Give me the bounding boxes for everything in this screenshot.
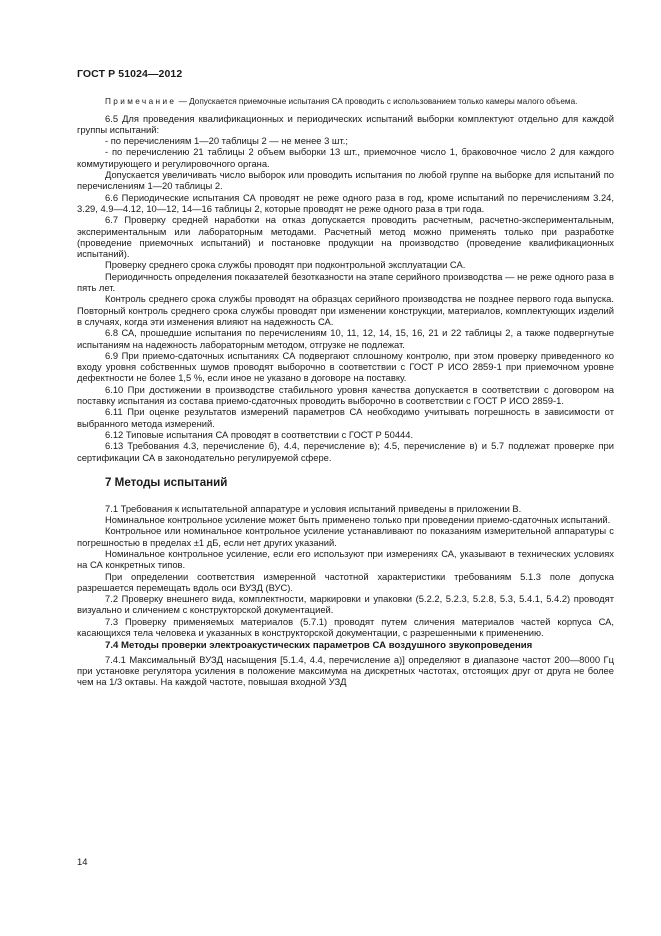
paragraph: 7.3 Проверку применяемых материалов (5.7.1) проводят путем сличения материалов частей корпуса СА, касающихся тела человека и указанных в конструкторской документации, с разрешенными к применению.: [77, 615, 614, 639]
paragraph: 6.10 При достижении в производстве стабильного уровня качества допускается в соответствии с договором на поставку испытания из состава приемо-сдаточных проводить выборочно в соответствии с ГОСТ Р ИСО 2859-1.: [77, 383, 614, 407]
paragraph: - по перечислению 21 таблицы 2 объем выборки 13 шт., приемочное число 1, браковочное число 2 для каждого коммутирующего и регулировочного органа.: [77, 146, 614, 169]
page-number: 14: [77, 856, 88, 867]
section-7-title: 7 Методы испытаний: [105, 475, 228, 489]
note-text: — Допускается приемочные испытания СА проводить с использованием только камеры малого объема.: [176, 97, 578, 106]
paragraph-group-6: [77, 113, 614, 463]
paragraph: Периодичность определения показателей безотказности на этапе серийного производства — не реже одного раза в пять лет.: [77, 270, 614, 294]
paragraph: При определении соответствия измеренной частотной характеристики требованиям 5.1.3 поле допуска разрешается перемещать вдоль оси ВУЗД (ВУС).: [77, 570, 614, 593]
note: [77, 97, 614, 108]
subsection-7-4-title: 7.4 Методы проверки электроакустических параметров СА воздушного звукопроведения: [105, 640, 533, 652]
paragraph: - по перечислениям 1—20 таблицы 2 — не менее 3 шт.;: [105, 135, 348, 147]
note-label: Примечание: [105, 97, 177, 106]
paragraph: 7.4.1 Максимальный ВУЗД насыщения [5.1.4, 4.4, перечисление а)] определяют в диапазоне частот 200—8000 Гц при установке регулятора усиления в положение максимума на дискретных частотах, отстоящих друг от друга не более чем на 1/3 октавы. На каждой частоте, повышая входной УЗД: [77, 653, 614, 688]
paragraph: 7.2 Проверку внешнего вида, комплектности, маркировки и упаковки (5.2.2, 5.2.3, 5.2.8, 5.3, 5.4.1, 5.4.2) проводят визуально и сличением с конструкторской документацией.: [77, 593, 614, 616]
paragraph: Номинальное контрольное усиление, если его используют при измерениях СА, указывают в технических условиях на СА конкретных типов.: [77, 547, 614, 571]
paragraph: 6.9 При приемо-сдаточных испытаниях СА подвергают сплошному контролю, при этом проверку приведенного ко входу уровня собственных шумов проводят выборочно в соответствии с ГОСТ Р ИСО 2859-1 при приемочном уровне дефектности не более 1,5 %, если иное не указано в договоре на поставку.: [77, 349, 614, 384]
paragraph-group-7-4: [77, 654, 614, 688]
paragraph: 6.7 Проверку средней наработки на отказ допускается проводить расчетным, расчетно-экспериментальным, экспериментальным или лабораторным методами. Расчетный метод можно применять только при разработке (проведение приемочных испытаний) и постановке продукции на производство (проведение квалификационных испытаний).: [77, 214, 614, 260]
paragraph: 6.12 Типовые испытания СА проводят в соответствии с ГОСТ Р 50444.: [105, 428, 414, 440]
paragraph: 6.11 При оценке результатов измерений параметров СА необходимо учитывать погрешность в зависимости от выбранного метода измерений.: [77, 406, 614, 429]
paragraph: 6.6 Периодические испытания СА проводят не реже одного раза в год, кроме испытаний по перечислениям 3.24, 3.29, 4.9—4.12, 10—12, 14—16 таблицы 2, которые проводят не реже одного раза в три года.: [77, 191, 614, 214]
paragraph: Проверку среднего срока службы проводят при подконтрольной эксплуатации СА.: [105, 259, 466, 271]
paragraph: Контрольное или номинальное контрольное усиление устанавливают по показаниям измерительной аппаратуры с погрешностью в пределах ±1 дБ, если нет других указаний.: [77, 525, 614, 548]
document-body: [77, 97, 614, 688]
document-header: ГОСТ Р 51024—2012: [77, 68, 183, 80]
paragraph: Контроль среднего срока службы проводят на образцах серийного производства не позднее первого года выпуска. Повторный контроль среднего срока службы проводят при изменении конструкции, материалов, комплектующих изделий в случаях, когда эти изменения влияют на надежность СА.: [77, 293, 614, 327]
paragraph: 6.8 СА, прошедшие испытания по перечислениям 10, 11, 12, 14, 15, 16, 21 и 22 таблицы 2, а также подвергнутые испытаниям на надежность лабораторным методом, отгрузке не подлежат.: [77, 327, 614, 350]
paragraph: Допускается увеличивать число выборок или проводить испытания по любой группе на выборке для испытаний по перечислениям 1—20 таблицы 2.: [77, 169, 614, 192]
paragraph-group-7: [77, 503, 614, 639]
paragraph: Номинальное контрольное усиление может быть применено только при проведении приемо-сдаточных испытаний.: [105, 514, 611, 526]
paragraph: 6.5 Для проведения квалификационных и периодических испытаний выборки комплектуют отдельно для каждой группы испытаний:: [77, 112, 614, 135]
paragraph: 7.1 Требования к испытательной аппаратуре и условия испытаний приведены в приложении В.: [105, 502, 522, 514]
paragraph: 6.13 Требования 4.3, перечисление б), 4.4, перечисление в); 4.5, перечисление в) и 5.7 подлежат проверке при сертификации СА в законодательно регулируемой сфере.: [77, 440, 614, 463]
